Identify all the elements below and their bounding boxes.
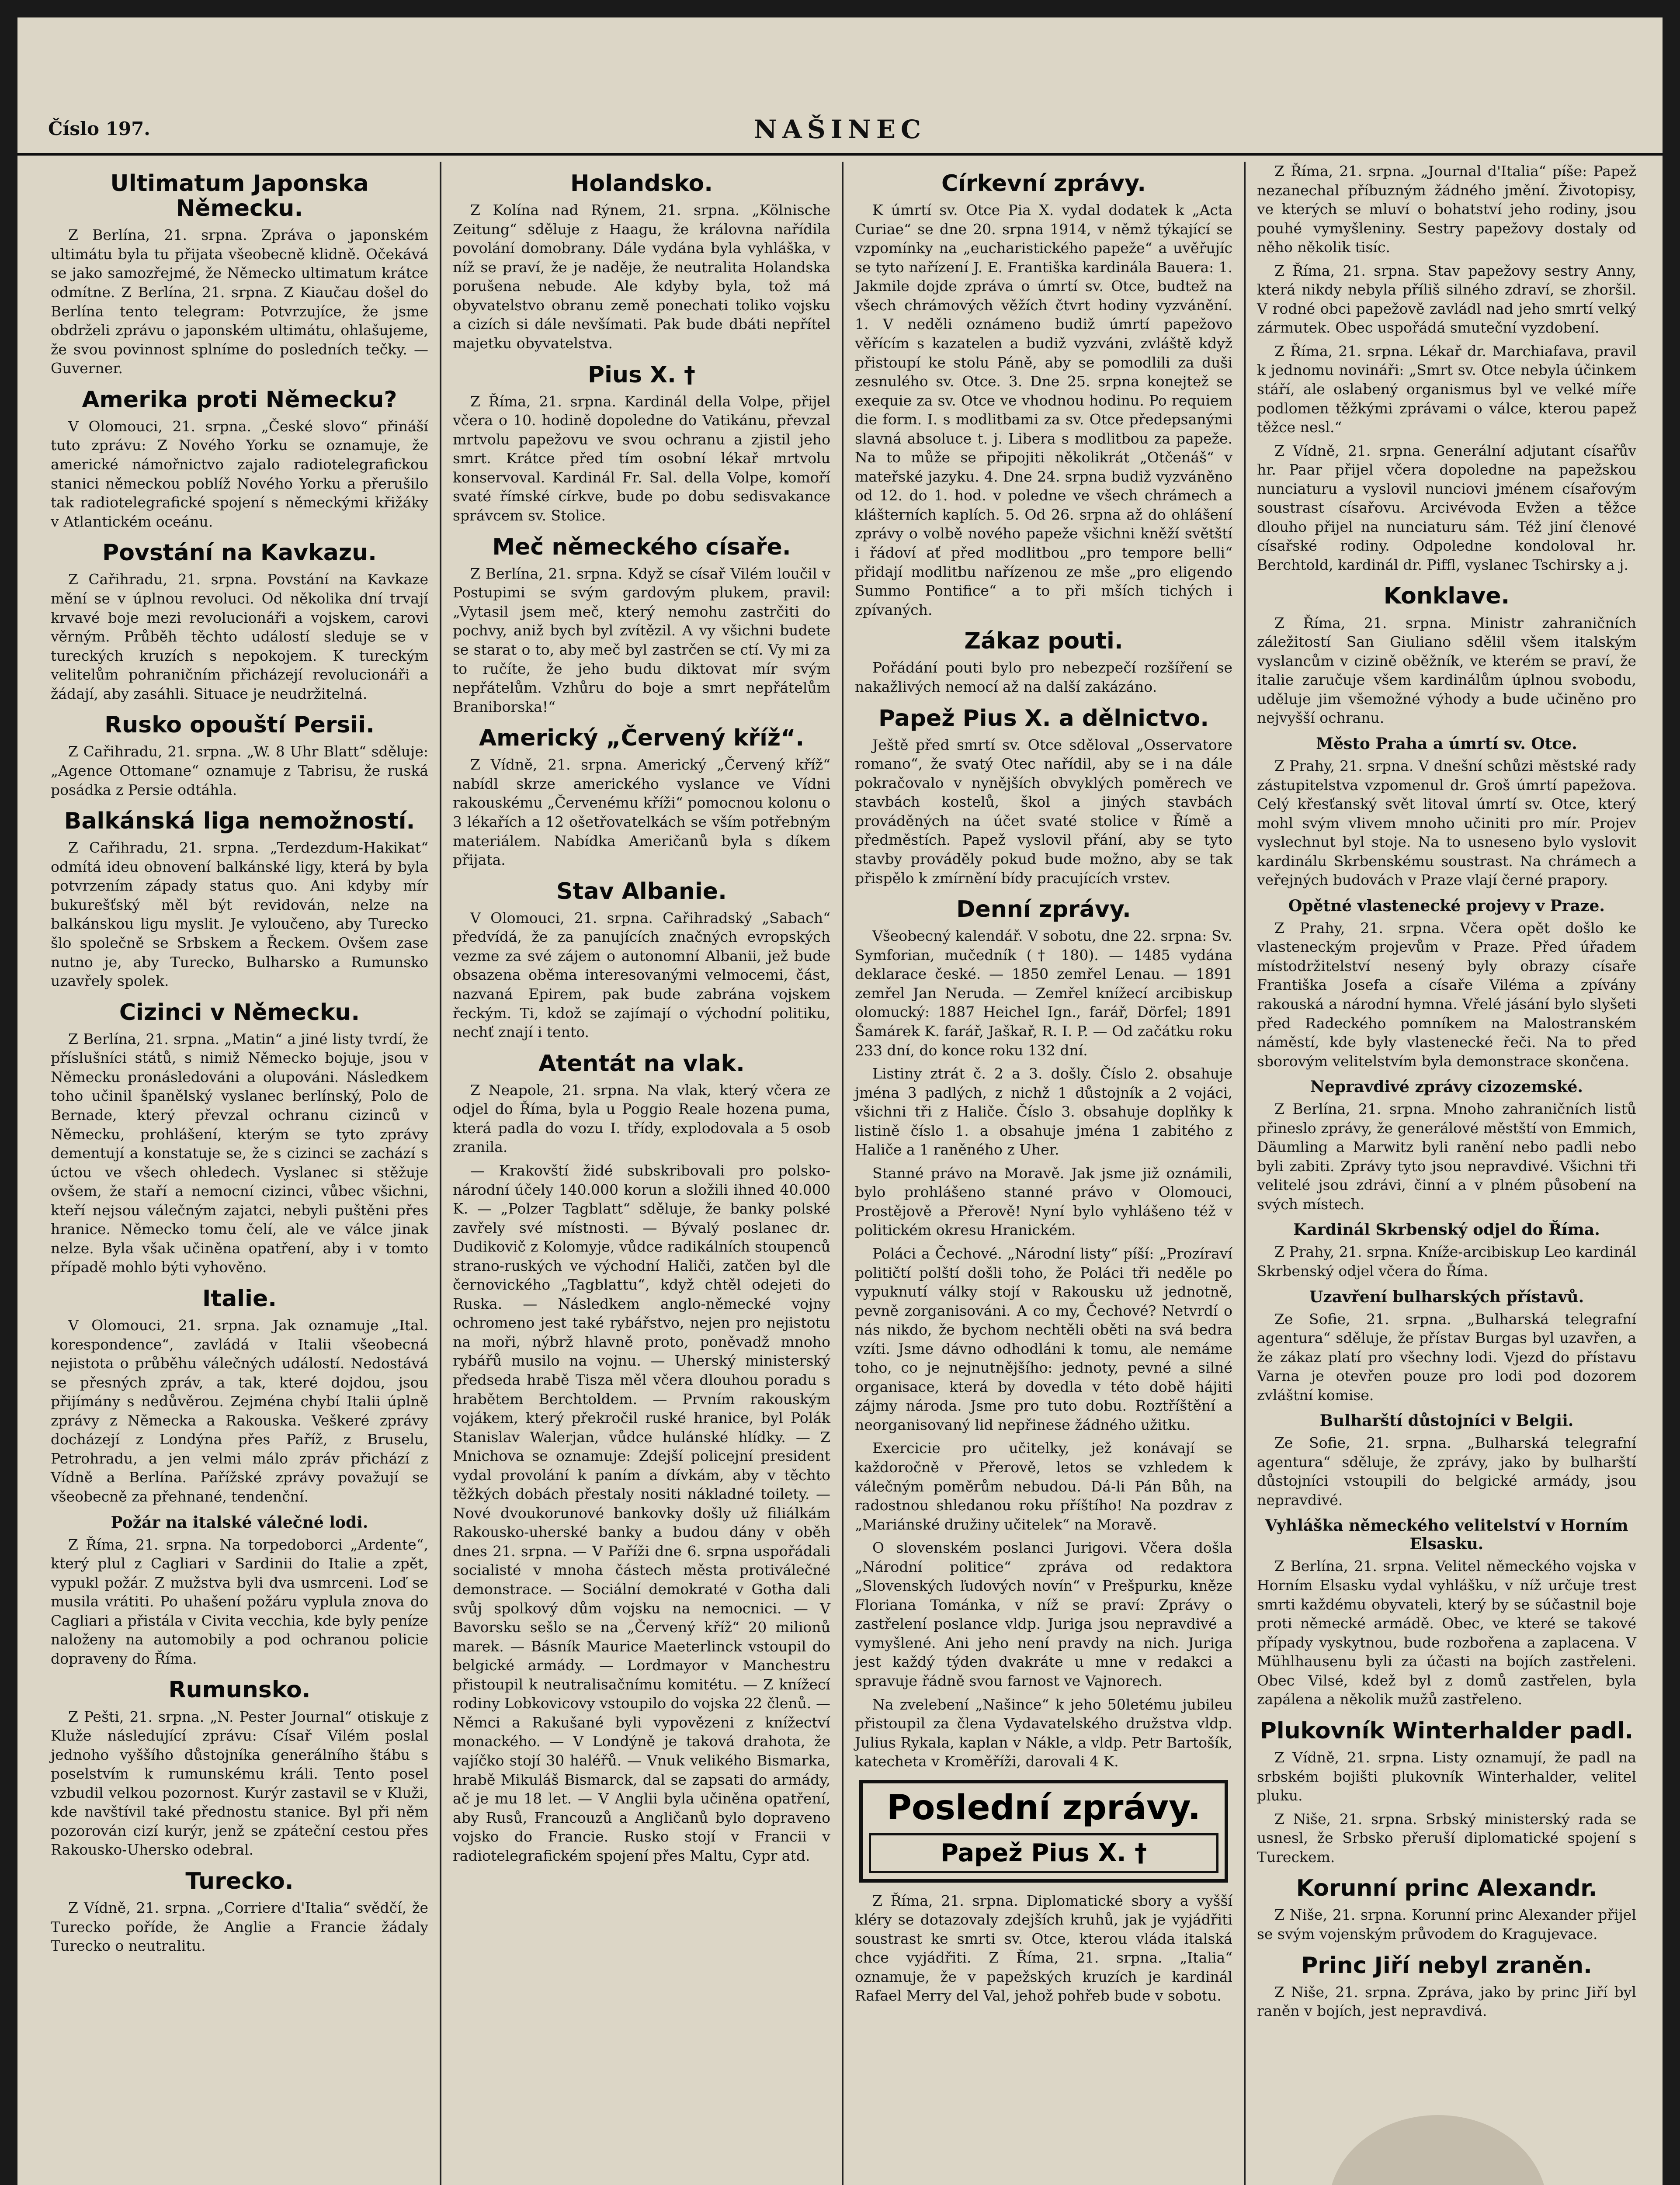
article-text: Z Cařihradu, 21. srpna. „Terdezdum-Hakikat“ odmítá ideu obnovení balkánské ligy, která by byla potvrzením západy status quo. Ani kdyby mír bukurešťský měl být revidován, nelze na balkánskou ligu myslit. Je vyloučeno, aby Turecko šlo společně se Srbskem a Řeckem. Ovšem zase nutno je, aby Turecko, Bulharsko a Rumunsko uzavřely spolek. xyxy=(51,839,428,990)
article-headline: Město Praha a úmrtí sv. Otce. xyxy=(1316,734,1577,753)
article-text: Ještě před smrtí sv. Otce sděloval „Osservatore romano“, že svatý Otec nařídil, aby se i na dále pokračovalo v nynějších obvyklých poměrech ve stavbách kostelů, škol a jiných stavbách prováděných na účet svaté stolice v Římě a předměstích. Papež vyslovil přání, aby se tyto stavby prováděly pokud bude možno, aby se tak přispělo k zmírnění bídy pracujících vrstev. xyxy=(855,736,1232,887)
article-text: Z Niše, 21. srpna. Srbský ministerský rada se usnesl, že Srbsko přeruší diplomatické spojení s Tureckem. xyxy=(1257,1810,1636,1866)
article-text: Z Říma, 21. srpna. Lékař dr. Marchiafava, pravil k jednomu novináři: „Smrt sv. Otce nebyla účinkem stáří, ale oslabený organismus byl ve velké míře podlomen těžkými zprávami o válce, kterou papež těžce nesl.“ xyxy=(1257,342,1636,436)
article-text: Z Berlína, 21. srpna. Velitel německého vojska v Horním Elsasku vydal vyhlášku, v níž určuje trest smrti každému obyvateli, který by se súčastnil boje proti německé armádě. Obec, ve které se takové případy vyskytnou, bude rozbořena a zaplacena. V Mühlhausenu byli za účasti na bojích zastřeleni. Obec Vilsé, kdež byl z domů zastřelen, byla zapálena a několik mužů zastřeleno. xyxy=(1257,1557,1636,1708)
newspaper-page xyxy=(17,17,1663,2185)
article-headline: Princ Jiří nebyl zraněn. xyxy=(1301,1952,1592,1979)
section-heading: Poslední zprávy. xyxy=(886,1788,1201,1828)
article-headline: Rusko opouští Persii. xyxy=(104,712,375,739)
columns xyxy=(39,162,1648,2185)
article-text: Z Berlína, 21. srpna. Zpráva o japonském ultimátu byla tu přijata všeobecně klidně. Očekává se jako samozřejmé, že Německo ultimatum krátce odmítne. Z Berlína, 21. srpna. Z Kiaučau došel do Berlína tento telegram: Potvrzujíce, že jsme obdrželi zprávu o japonském ultimátu, ohlašujeme, že svou povinnost splníme do posledních tečky. — Guverner. xyxy=(51,226,428,377)
column-4 xyxy=(1246,162,1648,2185)
article-text: Na zvelebení „Našince“ k jeho 50letému jubileu přistoupil za člena Vydavatelského družstva vldp. Julius Rykala, kaplan v Nákle, a vldp. Petr Bartošík, katecheta v Kroměříži, darovali 4 K. xyxy=(855,1696,1232,1770)
article-text: Z Vídně, 21. srpna. Americký „Červený kříž“ nabídl skrze amerického vyslance ve Vídni rakouskému „Červenému kříži“ pomocnou kolonu o 3 lékařích a 12 ošetřovatelkách se vším potřebným materiálem. Nabídka Američanů byla s díkem přijata. xyxy=(453,756,830,869)
article-headline: Opětné vlastenecké projevy v Praze. xyxy=(1288,896,1605,915)
article-headline: Stav Albanie. xyxy=(556,878,727,905)
article-headline: Cizinci v Německu. xyxy=(119,999,360,1026)
article-text: O slovenském poslanci Jurigovi. Včera došla „Národní politice“ zpráva od redaktora „Slovenských ľudových novín“ v Prešpurku, kněze Floriana Tománka, v níž se praví: Zprávy o zastřelení poslance vldp. Juriga jsou nepravdivé a vymyšlené. Ani jeho není pravdy na nich. Juriga jest každý týden dvakráte u mne v redakci a spravuje řádně svou farnost ve Vajnorech. xyxy=(855,1539,1232,1690)
article-text: Z Cařihradu, 21. srpna. Povstání na Kavkaze mění se v úplnou revoluci. Od několika dní trvají krvavé boje mezi revolucionáři a vojskem, carovi věrným. Průběh těchto událostí sleduje se v tureckých kruzích s nepokojem. K tureckým velitelům pohraničním přicházejí revolucionáři a žádají, aby zasáhli. Situace je neudržitelná. xyxy=(51,571,428,702)
section-subheading: Papež Pius X. † xyxy=(869,1833,1218,1873)
article-text: Z Říma, 21. srpna. „Journal d'Italia“ píše: Papež nezanechal příbuzným žádného jmění. Životopisy, ve kterých se mluví o bohatství jeho rodiny, jsou pouhé vymyšleniny. Sestry papežovy dostaly od něho několik tisíc. xyxy=(1257,163,1636,256)
article-text: K úmrtí sv. Otce Pia X. vydal dodatek k „Acta Curiae“ se dne 20. srpna 1914, v němž týkající se vzpomínky na „eucharistického papeže“ a uvěřujíc se tyto nařízení J. E. Františka kardinála Bauera: 1. Jakmile dojde zpráva o úmrtí sv. Otce, budtež na všech chrámových věžích čtvrt hodiny vyzvánění. 1. V neděli oznámeno budiž úmrtí papežovo věřícím s kazatelen a budiž vyzváni, zvláště když přistoupí ke stolu Páně, aby se pomodlili za duši zesnulého sv. Otce. 3. Dne 25. srpna konejtež se exequie za sv. Otce ve vhodnou hodinu. Po requiem die form. I. s modlitbami za sv. Otce předepsanými slavná absoluce t. j. Libera s modlitbou za papeže. Na to může se připojiti několikrát „Otčenáš“ v mateřské jazyku. 4. Dne 24. srpna budiž vyzváněno od 12. do 1. hod. v poledne ve všech chrámech a klášterních kaplích. 5. Od 26. srpna až do ohlášení zprávy o volbě nového papeže všichni kněží světští i řádoví ať před modlitbou „pro tempore belli“ přidají modlitbu nařízenou ze mše „pro eligendo Summo Pontifice“ a to při mších tichých i zpívaných. xyxy=(855,201,1232,618)
article-text: Z Neapole, 21. srpna. Na vlak, který včera ze odjel do Říma, byla u Poggio Reale hozena puma, která padla do vozu I. třídy, explodovala a 5 osob zranila. xyxy=(453,1081,830,1156)
article-text: Z Berlína, 21. srpna. Mnoho zahraničních listů přineslo zprávy, že generálové městští von Emmich, Däumling a Marwitz byli ranění nebo padli nebo byli zabiti. Zprávy tyto jsou nepravdivé. Všichni tři velitelé jsou zdrávi, činní a v plném působení na svých místech. xyxy=(1257,1100,1636,1213)
article-text: Z Říma, 21. srpna. Diplomatické sbory a vyšší kléry se dotazovaly zdejších kruhů, jak je vyjádřiti soustrast ke smrti sv. Otce, kterou vláda italská chce vyjádřiti. Z Říma, 21. srpna. „Italia“ oznamuje, že v papežských kruzích je kardinál Rafael Merry del Val, jehož pohřeb bude v sobotu. xyxy=(855,1892,1232,2005)
article-text: V Olomouci, 21. srpna. Jak oznamuje „Ital. korespondence“, zavládá v Italii všeobecná nejistota o průběhu válečných událostí. Nedostává se přesných zpráv, a tak, které dojdou, jsou přijímány s nedůvěrou. Zejména chybí Italii úplně zprávy z Německa a Rakouska. Veškeré zprávy docházejí z Londýna přes Paříž, z Bruselu, Petrohradu, a jen velmi málo zpráv přichází z Vídně a Berlína. Pařížské zprávy považují se všeobecně za přehnané, tendenční. xyxy=(51,1317,428,1505)
article-headline: Pius X. † xyxy=(588,361,695,388)
masthead xyxy=(17,105,1663,156)
article-headline: Atentát na vlak. xyxy=(538,1050,745,1077)
article-headline: Bulharští důstojníci v Belgii. xyxy=(1319,1412,1574,1430)
article-headline: Papež Pius X. a dělnictvo. xyxy=(878,705,1209,732)
article-text: Z Niše, 21. srpna. Korunní princ Alexander přijel se svým vojenským průvodem do Kragujevace. xyxy=(1257,1906,1636,1943)
article-text: Exercicie pro učitelky, jež konávají se každoročně v Přerově, letos se vzhledem k válečným poměrům nebudou. Dá-li Pán Bůh, na radostnou shledanou roku příštího! Na pozdrav z „Mariánské družiny učitelek“ na Moravě. xyxy=(855,1439,1232,1533)
article-text: Z Vídně, 21. srpna. „Corriere d'Italia“ svědčí, že Turecko poříde, že Anglie a Francie žádaly Turecko o neutralitu. xyxy=(51,1899,428,1955)
article-headline: Nepravdivé zprávy cizozemské. xyxy=(1310,1078,1583,1096)
article-text: Z Říma, 21. srpna. Ministr zahraničních záležitostí San Giuliano sdělil všem italským vyslancům v cizině oběžník, ve kterém se praví, že italie zaručuje všem kardinálům úplnou svobodu, uděluje jim všemožné výhody a bude učiněno pro nejvyšší ochranu. xyxy=(1257,614,1636,727)
article-text: Z Vídně, 21. srpna. Generální adjutant císařův hr. Paar přijel včera dopoledne na papežskou nunciaturu a vyslovil nunciovi jménem císařovým soustrast císařovu. Arcivévoda Evžen a těžce dlouho přijel na nunciaturu sám. Též jiní členové císařské rodiny. Odpoledne kondoloval hr. Berchtold, kardinál dr. Piffl, vyslanec Tschirsky a j. xyxy=(1257,442,1636,573)
latest-news-box xyxy=(859,1780,1228,1883)
column-3 xyxy=(843,162,1246,2185)
column-2 xyxy=(441,162,843,2185)
article-headline: Zákaz pouti. xyxy=(964,628,1123,655)
article-text: Pořádání pouti bylo pro nebezpečí rozšíření se nakažlivých nemocí až na další zakázáno. xyxy=(855,659,1232,695)
article-headline: Meč německého císaře. xyxy=(492,534,791,560)
article-headline: Americký „Červený kříž“. xyxy=(479,725,805,752)
article-text: Z Říma, 21. srpna. Kardinál della Volpe, přijel včera o 10. hodině dopoledne do Vatikánu, převzal mrtvolu papežovu ve svou ochranu a zjistil jeho smrt. Krátce před tím osobní lékař mrtvolu konservoval. Kardinál Fr. Sal. della Volpe, komoří svaté římské církve, bude po dobu sedisvakance správcem sv. Stolice. xyxy=(453,392,830,524)
article-text: Všeobecný kalendář. V sobotu, dne 22. srpna: Sv. Symforian, mučedník († 180). — 1485 vydána deklarace české. — 1850 zemřel Lenau. — 1891 zemřel Jan Neruda. — Zemřel knížecí arcibiskup olomucký: 1887 Heichel Ign., farář, Dörfel; 1891 Šamárek K. farář, Jaškař, R. I. P. — Od začátku roku 233 dní, do konce roku 132 dní. xyxy=(855,927,1232,1059)
article-headline: Uzavření bulharských přístavů. xyxy=(1309,1287,1584,1306)
article-headline: Amerika proti Německu? xyxy=(82,386,397,413)
article-text: Z Vídně, 21. srpna. Listy oznamují, že padl na srbském bojišti plukovník Winterhalder, velitel pluku. xyxy=(1257,1749,1636,1804)
article-text: Ze Sofie, 21. srpna. „Bulharská telegrafní agentura“ sděluje, že zprávy, jako by bulharští důstojníci vstoupili do belgické armády, jsou nepravdivé. xyxy=(1257,1434,1636,1509)
article-text: Z Říma, 21. srpna. Stav papežovy sestry Anny, která nikdy nebyla příliš silného zdraví, se zhoršil. V rodné obci papežově zavládl nad jeho smrtí velký zármutek. Obec uspořádá smuteční vyzdobení. xyxy=(1257,262,1636,336)
article-text: Stanné právo na Moravě. Jak jsme již oznámili, bylo prohlášeno stanné právo v Olomouci, Prostějově a Přerově! Nyní bylo vyhlášeno též v politickém okresu Hranickém. xyxy=(855,1164,1232,1239)
article-text: Z Prahy, 21. srpna. V dnešní schůzi městské rady zástupitelstva vzpomenul dr. Groš úmrtí papežova. Celý křesťanský svět litoval úmrtí sv. Otce, který mohl svým vlivem mnoho učiniti pro mír. Projev vyslechnut byl stoje. Na to usneseno bylo vyslovit kardinálu Skrbenskému soustrast. Na chrámech a veřejných budovách v Praze vlají černé prapory. xyxy=(1257,757,1636,889)
article-text: Listiny ztrát č. 2 a 3. došly. Číslo 2. obsahuje jména 3 padlých, z nichž 1 důstojník a 2 vojáci, všichni tři z Haliče. Číslo 3. obsahuje doplňky k listině číslo 1. a obsahuje jména 1 zabitého z Haliče a 1 raněného z Uher. xyxy=(855,1065,1232,1158)
article-headline: Balkánská liga nemožností. xyxy=(64,808,415,835)
article-headline: Konklave. xyxy=(1383,583,1510,610)
article-text: Poláci a Čechové. „Národní listy“ píší: „Prozíraví političtí polští došli toho, že Poláci tři neděle po vypuknutí války stojí v Rakousku už jednotně, pevně zorganisováni. A co my, Čechové? Netvrdí o nás nikdo, že bychom nechtěli oběti na svá bedra vzíti. Jsme dávno odhodláni k tomu, ale nemáme toho, co je nejnutnějšího: jednoty, pevné a silné organisace, která by dovedla v této době hájiti zájmy národa. Jsme pro tuto dobu. Roztříštění a neorganisovaný lid nepřinese žádného užitku. xyxy=(855,1245,1232,1433)
article-headline: Povstání na Kavkazu. xyxy=(102,540,377,566)
article-text: Z Cařihradu, 21. srpna. „W. 8 Uhr Blatt“ sděluje: „Agence Ottomane“ oznamuje z Tabrisu, že ruská posádka z Persie odtáhla. xyxy=(51,743,428,798)
article-text: Z Berlína, 21. srpna. Když se císař Vilém loučil v Postupimi se svým gardovým plukem, pravil: „Vytasil jsem meč, který nemohu zastrčiti do pochvy, aniž bych byl zvítězil. A vy všichni budete se starat o to, aby meč byl zastrčen se ctí. Vy mi za to ručíte, že jeho budu diktovat mír svým nepřátelům. Vzhůru do boje a smrt nepřátelům Braniborska!“ xyxy=(453,565,830,715)
paper-title: NAŠINEC xyxy=(753,114,927,144)
article-text: Z Pešti, 21. srpna. „N. Pester Journal“ otiskuje z Kluže následující zprávu: Císař Vilém poslal jednoho vyššího důstojníka generálního štábu s poselstvím k rumunskému králi. Tento posel vzbudil velkou pozornost. Kurýr zastavil se v Kluži, kde navštívil také přednostu stanice. Byl při něm pozorován cizí kurýr, jenž se zpáteční cestou přes Rakousko-Uhersko odebral. xyxy=(51,1708,428,1859)
article-text: V Olomouci, 21. srpna. „České slovo“ přináší tuto zprávu: Z Nového Yorku se oznamuje, že americké námořnictvo zajalo radiotelegrafickou stanici německou poblíž Nového Yorku a přerušilo tak radiotelegrafické spojení s německými křižáky v Atlantickém oceánu. xyxy=(51,417,428,530)
article-headline: Holandsko. xyxy=(570,170,713,197)
article-text: Z Niše, 21. srpna. Zpráva, jako by princ Jiří byl raněn v bojích, jest nepravdivá. xyxy=(1257,1983,1636,2020)
article-text: Z Prahy, 21. srpna. Včera opět došlo ke vlasteneckým projevům v Praze. Před úřadem místodržitelství nesený byly obrazy císaře Františka Josefa a císaře Viléma a zpívány rakouská a národní hymna. Vřelé jásání bylo slyšeti před Radeckého pomníkem na Malostranském náměstí, kde byly vlastenecké řeči. Na to před sborovým velitelstvím byla demonstrace skončena. xyxy=(1257,919,1636,1070)
article-headline: Požár na italské válečné lodi. xyxy=(111,1513,368,1532)
issue-number: Číslo 197. xyxy=(48,118,150,139)
article-headline: Rumunsko. xyxy=(168,1677,311,1703)
article-headline: Ultimatum Japonska Německu. xyxy=(110,170,369,222)
article-text: Ze Sofie, 21. srpna. „Bulharská telegrafní agentura“ sděluje, že přístav Burgas byl uzavřen, a že zákaz platí pro všechny lodi. Vjezd do přístavu Varna je otevřen pouze pro lodi pod dozorem zvláštní komise. xyxy=(1257,1310,1636,1404)
article-headline: Denní zprávy. xyxy=(956,896,1131,923)
article-text: V Olomouci, 21. srpna. Cařihradský „Sabach“ předvídá, že za panujících značných evropských vezme za své zájem o autonomní Albanii, jež bude obsazena oběma interesovanými velmocemi, část, nazvaná Epirem, pak bude zabrána vojskem řeckým. Ti, kdož se zajímají o východní politiku, nechť znají i tento. xyxy=(453,909,830,1041)
article-text: Z Prahy, 21. srpna. Kníže-arcibiskup Leo kardinál Skrbenský odjel včera do Říma. xyxy=(1257,1243,1636,1280)
article-headline: Vyhláška německého velitelství v Horním Elsasku. xyxy=(1265,1516,1628,1554)
article-text: Z Berlína, 21. srpna. „Matin“ a jiné listy tvrdí, že příslušníci států, s nimiž Německo bojuje, jsou v Německu pronásledováni a olupováni. Následkem toho učinil španělský vyslanec berlínský, Polo de Bernade, který převzal ochranu cizinců v Německu, prohlášení, kterým se tyto zprávy dementují a konstatuje se, že s cizinci se zachází s úctou ve všech ohledech. Vyslanec si stěžuje ovšem, že staří a nemocní cizinci, vůbec všichni, kteří nejsou válečným zajatci, nebyli puštěni přes hranice. Německo tomu čelí, ale ve válce jinak nelze. Byla však učiněna opatření, aby i v tomto případě mohlo býti vyhověno. xyxy=(51,1030,428,1276)
article-headline: Italie. xyxy=(202,1285,277,1312)
article-headline: Církevní zprávy. xyxy=(941,170,1146,197)
article-text: Z Kolína nad Rýnem, 21. srpna. „Kölnische Zeitung“ sděluje z Haagu, že královna nařídila povolání domobrany. Dále vydána byla vyhláška, v níž se praví, že je naděje, že neutralita Holandska porušena nebude. Ale kdyby byla, tož má obyvatelstvo obranu země ponechati toliko vojsku a cizích si dále nevšímati. Pak bude dbáti nepřítel majetku obyvatelstva. xyxy=(453,201,830,352)
column-1 xyxy=(39,162,441,2185)
article-text: — Krakovští židé subskribovali pro polsko-národní účely 140.000 korun a složili ihned 40.000 K. — „Polzer Tagblatt“ sděluje, že banky polské zavřely své místnosti. — Bývalý poslanec dr. Dudikovič z Kolomyje, vůdce radikálních stoupenců strano-ruských ve východní Haliči, zatčen byl dle černovického „Tagblattu“, když chtěl odejeti do Ruska. — Následkem anglo-německé vojny ochromeno jest také rybářstvo, nejen pro nejistotu na moři, nýbrž hlavně proto, poněvadž mnoho rybářů musilo na vojnu. — Uherský ministerský předseda hrabě Tisza měl včera dlouhou poradu s hrabětem Berchtoldem. — Prvním rakouským vojákem, který překročil ruské hranice, byl Polák Stanislav Walerjan, vůdce hulánské hlídky. — Z Mnichova se oznamuje: Zdejší policejní president vydal provolání k paním a dívkám, aby v těchto těžkých dobách přestaly nositi nákladné toilety. — Nové dvoukorunové bankovky došly už filiálkám Rakousko-uherské banky a budou dány v oběh dnes 21. srpna. — V Paříži dne 6. srpna uspořádali socialisté v mnoha částech města protiválečné demonstrace. — Sociální demokraté v Gotha dali svůj spolkový dům vojsku na nemocnici. — V Bavorsku sešlo se na „Červený kříž“ 20 milionů marek. — Básník Maurice Maeterlinck vstoupil do belgické armády. — Lordmayor v Manchestru přistoupil k neutralisačnímu komitétu. — Z knížecí rodiny Lobkovicovy vstoupilo do vojska 22 členů. — Němci a Rakušané byli vypovězeni z knížectví monackého. — V Londýně je taková drahota, že vajíčko stojí 30 haléřů. — Vnuk velikého Bismarka, hrabě Mikuláš Bismarck, dal se zapsati do armády, ač je mu 18 let. — V Anglii byla učiněna opatření, aby Rusů, Francouzů a Angličanů bylo dopraveno vojsko do Francie. Rusko stojí v Francii v radiotelegrafickém spojení přes Maltu, Cypr atd. xyxy=(453,1162,830,1864)
article-headline: Turecko. xyxy=(185,1868,294,1894)
article-text: Z Říma, 21. srpna. Na torpedoborci „Ardente“, který plul z Cagliari v Sardinii do Italie a zpět, vypukl požár. Z mužstva byli dva usmrceni. Loď se musila vrátiti. Po uhašení požáru vyplula znova do Cagliari a přistála v Civita vecchia, kde byly peníze naloženy na automobily a pod ochranou policie dopraveny do Říma. xyxy=(51,1536,428,1667)
article-headline: Plukovník Winterhalder padl. xyxy=(1260,1717,1634,1744)
article-headline: Kardinál Skrbenský odjel do Říma. xyxy=(1293,1221,1600,1239)
article-headline: Korunní princ Alexandr. xyxy=(1296,1875,1597,1902)
